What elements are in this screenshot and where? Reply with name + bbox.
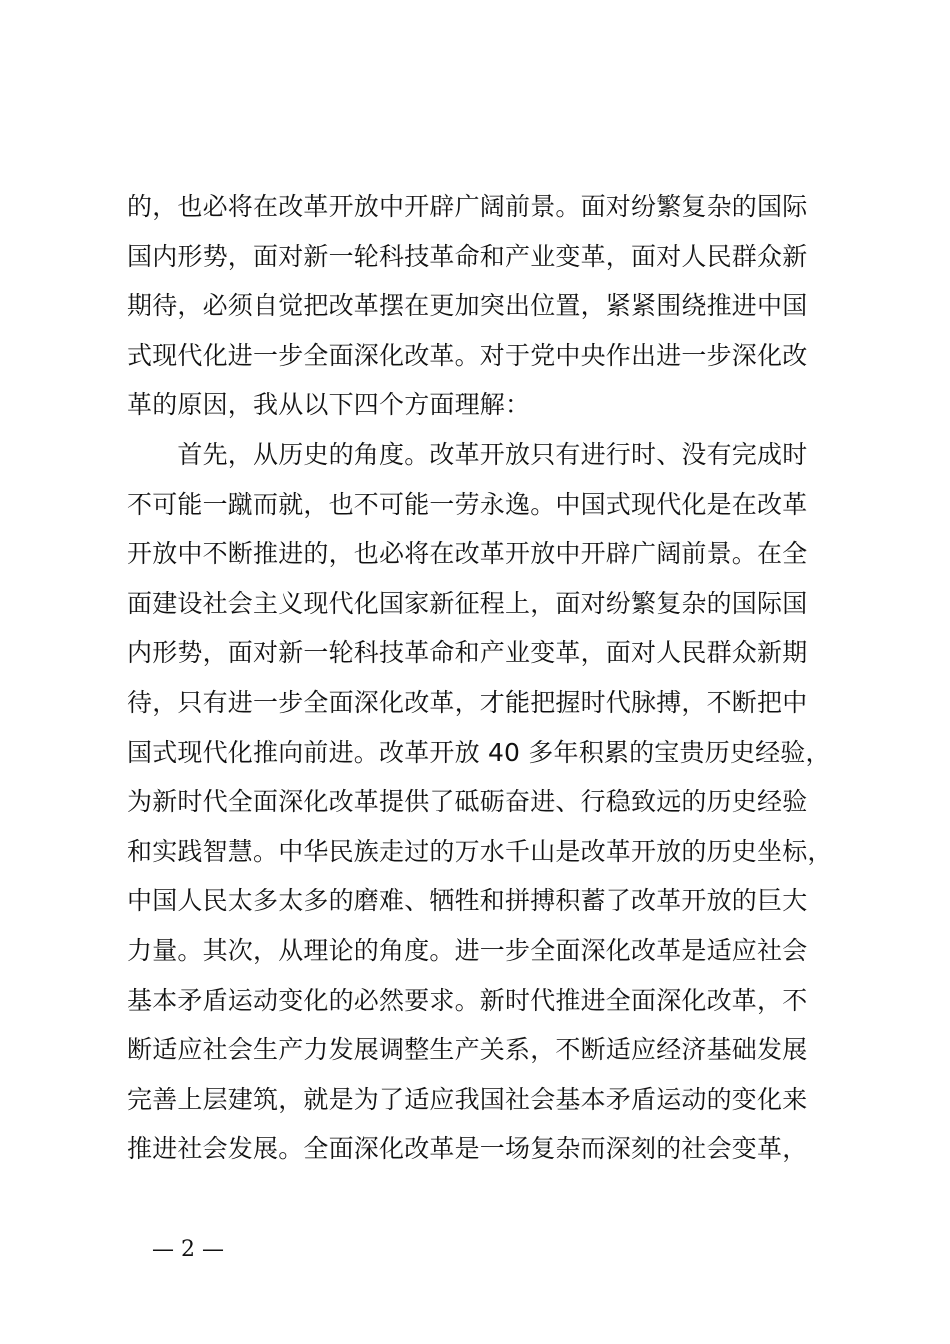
text-line: 中国人民太多太多的磨难、牺牲和拼搏积蓄了改革开放的巨大 [127,886,808,916]
text-line: 断适应社会生产力发展调整生产关系，不断适应经济基础发展 [127,1035,808,1065]
text-line: 的，也必将在改革开放中开辟广阔前景。面对纷繁复杂的国际 [127,192,808,221]
text-line: 首先，从历史的角度。改革开放只有进行时、没有完成时 [127,439,808,469]
text-line: 待，只有进一步全面深化改革，才能把握时代脉搏，不断把中 [127,687,808,717]
text-line: 基本矛盾运动变化的必然要求。新时代推进全面深化改革，不 [127,985,808,1015]
text-line: 力量。其次，从理论的角度。进一步全面深化改革是适应社会 [127,935,808,965]
text-line: 国内形势，面对新一轮科技革命和产业变革，面对人民群众新 [127,241,808,271]
text-line: 和实践智慧。中华民族走过的万水千山是改革开放的历史坐标， [127,836,833,866]
text-line: 完善上层建筑，就是为了适应我国社会基本矛盾运动的变化来 [127,1084,808,1114]
page-number: — 2 — [152,1237,224,1262]
text-line: 开放中不断推进的，也必将在改革开放中开辟广阔前景。在全 [127,539,808,569]
text-line: 面建设社会主义现代化国家新征程上，面对纷繁复杂的国际国 [127,588,808,618]
text-line: 不可能一蹴而就，也不可能一劳永逸。中国式现代化是在改革 [127,489,808,519]
text-line: 内形势，面对新一轮科技革命和产业变革，面对人民群众新期 [127,638,808,668]
text-line: 推进社会发展。全面深化改革是一场复杂而深刻的社会变革， [127,1134,808,1164]
body-text [127,182,847,1174]
text-line: 革的原因，我从以下四个方面理解： [127,390,531,420]
text-line: 式现代化进一步全面深化改革。对于党中央作出进一步深化改 [127,340,808,370]
text-line: 为新时代全面深化改革提供了砥砺奋进、行稳致远的历史经验 [127,787,808,817]
text-line: 期待，必须自觉把改革摆在更加突出位置，紧紧围绕推进中国 [127,291,808,321]
text-line: 国式现代化推向前进。改革开放 40 多年积累的宝贵历史经验， [127,737,831,767]
